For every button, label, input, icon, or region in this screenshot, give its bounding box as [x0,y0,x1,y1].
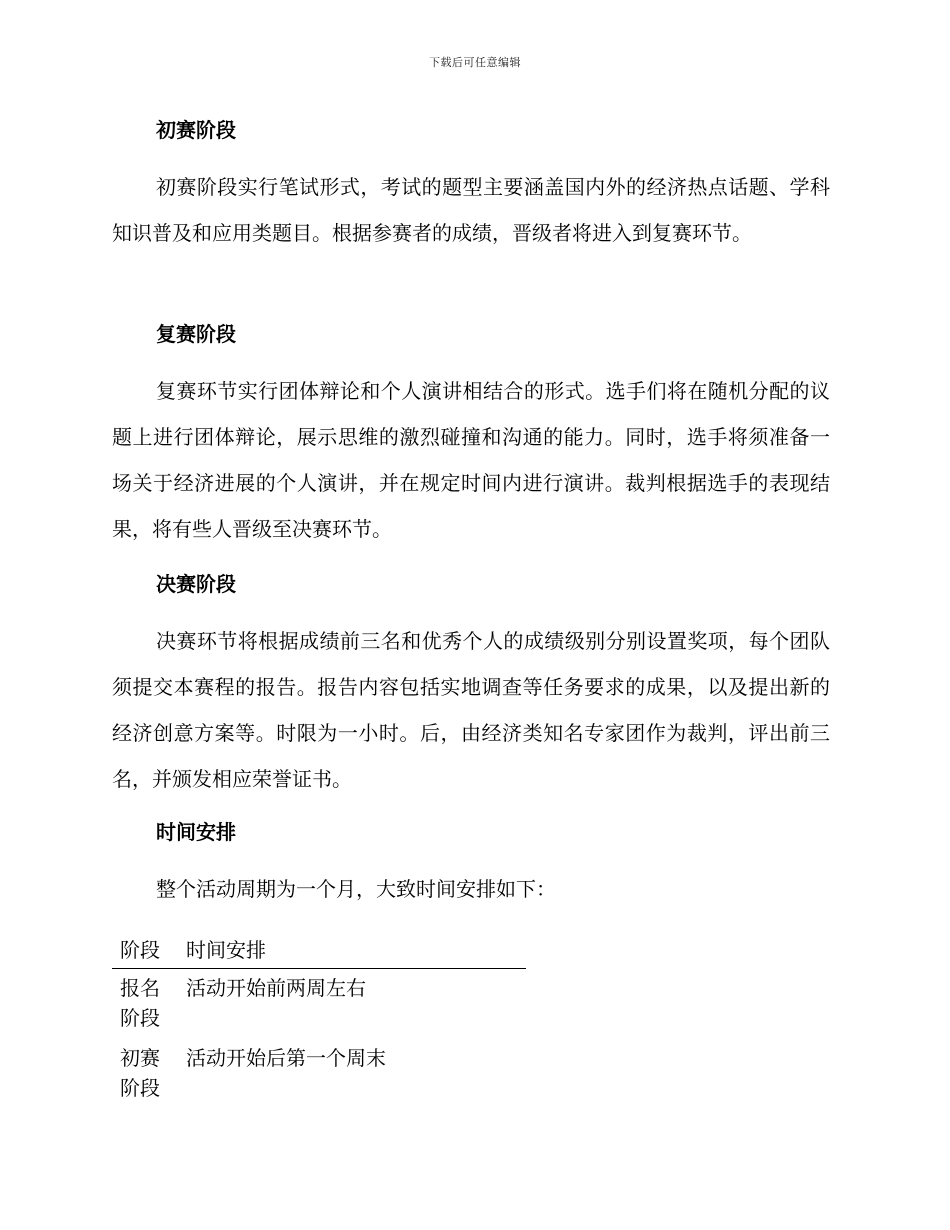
schedule-table-header-row [112,936,526,969]
table-cell-time: 活动开始后第一个周末 [186,1046,386,1070]
section-paragraph-semifinal: 复赛环节实行团体辩论和个人演讲相结合的形式。选手们将在随机分配的议题上进行团体辩论，展示思维的激烈碰撞和沟通的能力。同时，选手将须准备一场关于经济进展的个人演讲，并在规定时间内进行演讲。裁判根据选手的表现结果，将有些人晋级至决赛环节。 [112,379,830,541]
table-header-time: 时间安排 [178,936,526,969]
section-heading-semifinal: 复赛阶段 [156,322,236,346]
page-header: 下载后可任意编辑 [429,56,521,69]
section-paragraph-schedule: 整个活动周期为一个月，大致时间安排如下： [156,877,556,901]
table-cell-time: 活动开始前两周左右 [186,976,366,1000]
table-cell-stage: 初赛阶段 [120,1046,160,1100]
schedule-table [112,936,526,1109]
section-heading-schedule: 时间安排 [156,820,236,844]
table-cell-stage: 报名阶段 [120,976,160,1030]
section-heading-preliminary: 初赛阶段 [156,118,236,142]
table-row [112,1039,526,1109]
section-heading-final: 决赛阶段 [156,572,236,596]
section-paragraph-final: 决赛环节将根据成绩前三名和优秀个人的成绩级别分别设置奖项，每个团队须提交本赛程的报告。报告内容包括实地调查等任务要求的成果，以及提出新的经济创意方案等。时限为一小时。后，由经济类知名专家团作为裁判，评出前三名，并颁发相应荣誉证书。 [112,629,830,791]
table-header-stage: 阶段 [112,936,178,969]
section-paragraph-preliminary: 初赛阶段实行笔试形式，考试的题型主要涵盖国内外的经济热点话题、学科知识普及和应用类题目。根据参赛者的成绩，晋级者将进入到复赛环节。 [112,175,830,245]
table-row [112,969,526,1040]
